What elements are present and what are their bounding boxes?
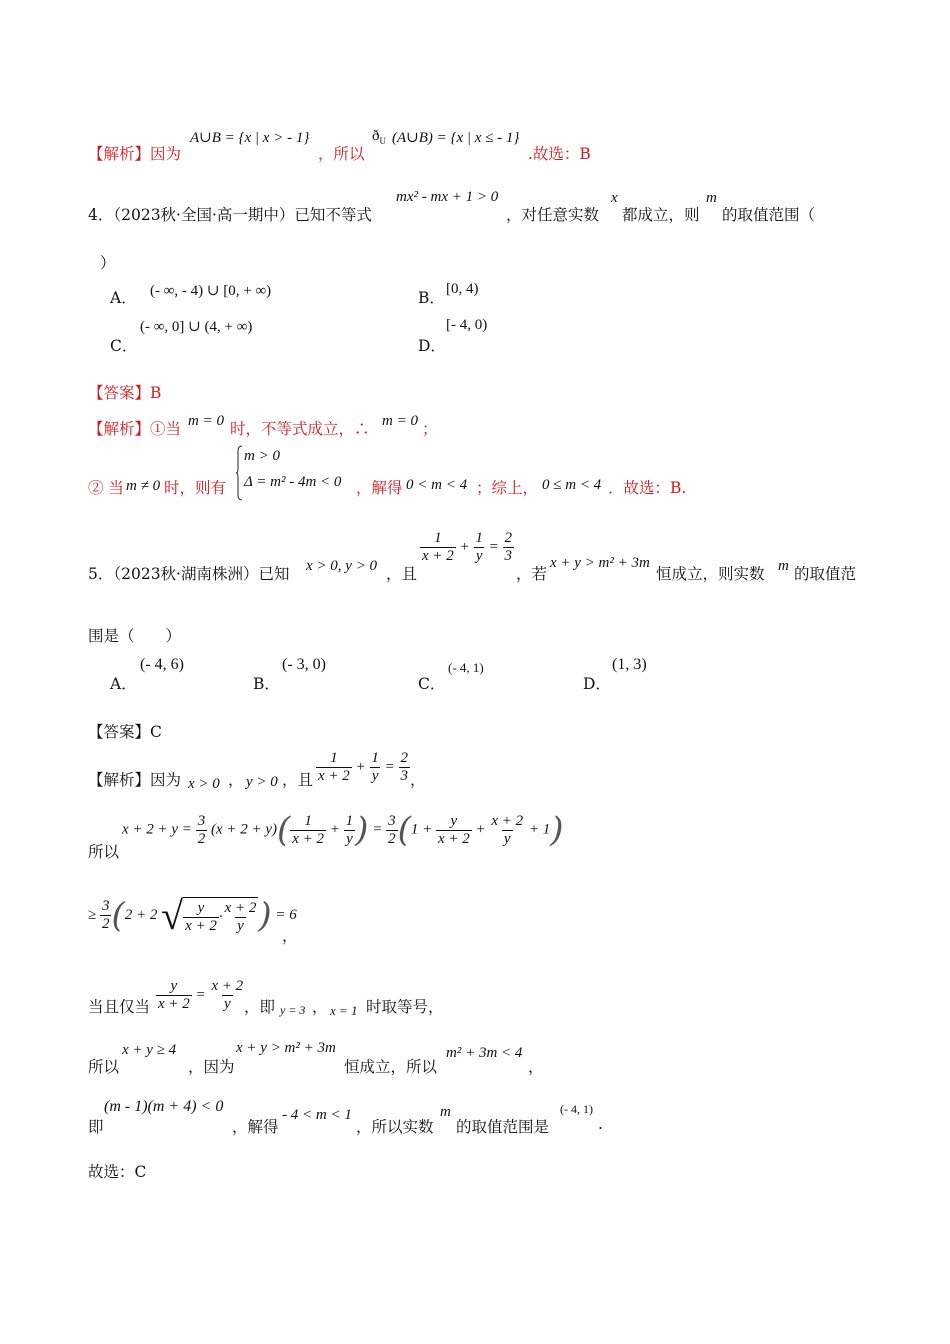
q4-option-c-label: C． [110,337,138,355]
q5-sol4-equality: $\frac{y}{x + 2}$ = $\frac{x + 2}{y}$ [158,978,244,1012]
q5-frac1-num: 1 [434,530,442,546]
q5-sol2-a: 所以 [88,843,120,861]
q4-system-line2: Δ = m² - 4m < 0 [244,474,342,490]
q5-sol-b: ，且 [282,771,314,789]
q5-sol6-m3: (- 4, 1) [560,1102,593,1116]
q5-sol3-expression: ≥ $\frac{3}{2}$ (2 + 2 √ $\frac{y}{x + 2}$ · $\frac{x + 2}{y}$ ) = 6 [88,893,297,938]
q5-option-b: (- 3, 0) [282,656,326,673]
q5-sol5-m1: x + y ≥ 4 [122,1042,177,1058]
q5-stem-d: 恒成立，则实数 [656,565,765,583]
q4-sol2-b: 时，则有 [164,479,227,497]
q5-stem-e: 的取值范 [794,565,857,583]
q5-sol5-m3: m² + 3m < 4 [446,1045,523,1061]
q5-sol3-comma: ， [282,927,298,945]
q4-system-brace [236,445,242,501]
q4-stem-d: 的取值范围（ [722,206,816,224]
q5-condition: x > 0, y > 0 [306,558,378,574]
q4-stem-c: 都成立，则 [622,206,700,224]
q5-frac3-den: 3 [504,548,513,564]
q5-frac2-num: 1 [475,530,483,546]
q5-stem-c: ，若 [516,565,548,583]
q5-given-equation: $\frac{1}{x + 2}$ + $\frac{1}{y}$ = $\frac{2}{3}$ [422,530,513,564]
q5-option-c-label: C． [418,675,446,693]
q5-option-c: (- 4, 1) [448,660,484,675]
q5-final-choice: 故选：C [88,1163,147,1181]
q5-sol-x-pos: x > 0 [188,776,220,792]
q4-sol2-range: 0 < m < 4 [406,477,468,493]
q5-sol6-b: ，解得 [232,1118,279,1136]
q4-sol1-b: 时，不等式成立，∴ [230,420,370,438]
q5-frac1-den: x + 2 [422,548,454,564]
q4-paren-close: ） [100,254,116,272]
q4-stem-a: 4．（2023秋·全国·高一期中）已知不等式 [88,206,372,224]
q5-sol4-comma: ， [312,998,328,1016]
top-solution-label: 【解析】因为 [88,145,182,163]
q5-inequality: x + y > m² + 3m [550,555,650,571]
q5-stem-a: 5．（2023秋·湖南株洲）已知 [88,565,290,583]
q5-stem-b: ，且 [386,565,418,583]
q4-var-x: x [611,190,618,206]
top-choice: .故选：B [528,145,591,163]
q5-stem-f: 围是（ ） [88,627,182,645]
q5-sol4-c: 时取等号， [366,998,444,1016]
q5-frac3-num: 2 [504,530,513,546]
q4-sol2-e: ．故选：B. [608,479,687,497]
q5-sol6-m1: (m - 1)(m + 4) < 0 [104,1098,224,1115]
q5-sol5-b: ，因为 [188,1058,235,1076]
q4-sol1-d: ； [422,420,438,438]
q5-var-m: m [778,558,789,574]
q5-sol6-e: . [598,1115,603,1133]
q5-sol-end: ， [410,771,426,789]
q5-sol6-c: ，所以实数 [356,1118,434,1136]
q5-sol-given: $\frac{1}{x + 2}$ + $\frac{1}{y}$ = $\frac{2}{3}$ [318,750,409,784]
complement-symbol: $ð_U$ [372,128,386,146]
top-complement-set: (A∪B) = {x | x ≤ - 1} [392,130,520,146]
top-therefore: ，所以 [318,145,365,163]
q5-answer: 【答案】C [88,723,162,741]
q5-sol-comma: ， [228,771,244,789]
q5-option-d-label: D． [583,675,611,693]
q5-frac2-den: y [475,548,483,564]
q5-option-a-label: A． [110,675,137,693]
q5-option-b-label: B． [253,675,280,693]
q4-option-b-label: B． [418,289,445,307]
q5-sol6-a: 即 [88,1118,104,1136]
q5-sol4-b: ，即 [244,998,276,1016]
q4-sol1-m: m = 0 [188,413,224,429]
q5-sol4-y: y = 3 [280,1003,306,1017]
q5-sol6-d: 的取值范围是 [456,1118,550,1136]
top-union-set: A∪B = {x | x > - 1} [190,130,310,146]
q4-sol2-d: ；综上， [476,479,539,497]
q5-option-d: (1, 3) [612,656,647,673]
q5-sol-a: 【解析】因为 [88,771,182,789]
q5-sol4-x: x = 1 [330,1003,358,1018]
q4-option-a: (- ∞, - 4) ∪ [0, + ∞) [150,283,272,299]
q5-option-a: (- 4, 6) [140,656,184,673]
q4-inequality: mx² - mx + 1 > 0 [396,189,499,205]
q5-sol5-c: 恒成立，所以 [344,1058,438,1076]
q5-sol5-d: ， [528,1058,544,1076]
q4-answer: 【答案】B [88,384,162,402]
q4-stem-b: ，对任意实数 [506,206,600,224]
q4-option-b: [0, 4) [446,281,479,297]
q4-option-d-label: D． [418,337,446,355]
q5-sol2-expression: x + 2 + y = $\frac{3}{2}$ (x + 2 + y)( $\frac{1}{x + 2}$ + $\frac{1}{y}$ ) = $\frac{3}{2}$ (1 + $\frac{y}{x + 2}$ + $\frac{x + 2}{y}$ + 1) [122,810,564,850]
q5-sol-y-pos: y > 0 [246,774,278,790]
q4-option-a-label: A． [110,289,137,307]
q5-sol4-a: 当且仅当 [88,998,151,1016]
q4-system-line1: m > 0 [244,448,280,464]
q5-sol6-m2: - 4 < m < 1 [282,1107,352,1123]
q4-var-m: m [706,190,717,206]
q5-sol6-m: m [440,1104,451,1120]
q5-sol5-m2: x + y > m² + 3m [236,1040,336,1056]
q4-sol1-a: 【解析】①当 [88,420,182,438]
q4-option-c: (- ∞, 0] ∪ (4, + ∞) [140,319,253,335]
q4-sol1-c: m = 0 [382,413,418,429]
q5-sol5-a: 所以 [88,1058,120,1076]
q4-sol2-a: ② 当 [88,479,124,497]
q4-sol2-m: m ≠ 0 [126,478,161,494]
q4-sol2-c: ，解得 [356,479,403,497]
q4-option-d: [- 4, 0) [446,317,488,333]
q4-sol2-final-range: 0 ≤ m < 4 [542,477,602,493]
